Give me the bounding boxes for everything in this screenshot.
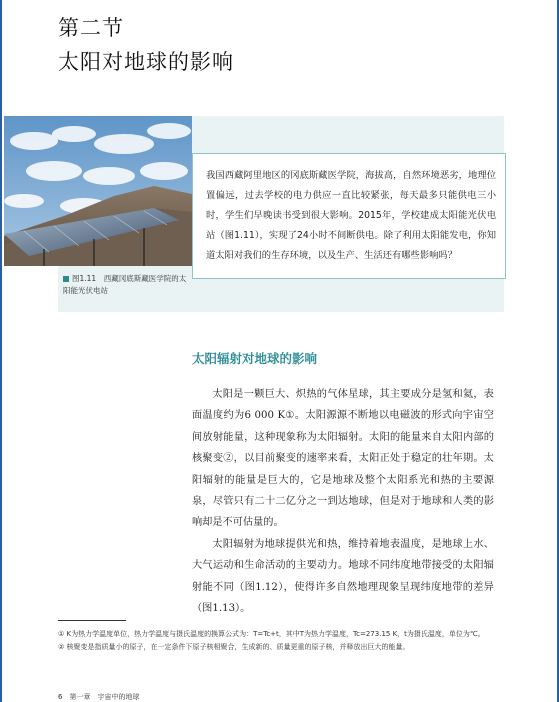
- footnotes: [58, 628, 504, 654]
- footnote-divider: [58, 620, 126, 621]
- section-heading: 太阳辐射对地球的影响: [192, 351, 318, 366]
- caption-marker-icon: [63, 276, 69, 282]
- body-paragraph: 太阳是一颗巨大、炽热的气体星球，其主要成分是氢和氦，表面温度约为6 000 K①。太阳源源不断地以电磁波的形式向宇宙空间放射能量，这种现象称为太阳辐射。太阳的能量来自太阳内部的核聚变②，以目前聚变的速率来看，太阳正处于稳定的壮年期。太阳辐射的能量是巨大的，它是地球及整个太阳系光和热的主要源泉，尽管只有二十二亿分之一到达地球，但是对于地球和人类的影响却是不可估量的。: [192, 389, 494, 529]
- page-footer: 6 第一章 宇宙中的地球: [58, 693, 140, 701]
- page-title: 太阳对地球的影响: [58, 50, 234, 74]
- body-text: [192, 384, 494, 619]
- body-paragraph: 太阳辐射为地球提供光和热，维持着地表温度，是地球上水、大气运动和生命活动的主要动力。地球不同纬度地带接受的太阳辐射能不同（图1.12），使得许多自然地理现象呈现纬度地带的差异（图1.13）。: [192, 538, 494, 615]
- figure-caption-text: 图1.11 西藏冈底斯藏医学院的太阳能光伏电站: [63, 274, 187, 295]
- solar-station-photo: [4, 116, 192, 266]
- section-number: 第二节: [58, 16, 124, 40]
- footnote: ① K为热力学温度单位，热力学温度与摄氏温度的换算公式为：T=Tc+t，其中T为热力学温度，Tc=273.15 K，t为摄氏温度，单位为℃。: [58, 630, 485, 638]
- footnote: ② 核聚变是指质量小的原子，在一定条件下原子核相聚合，生成新的、质量更重的原子核，并释放出巨大的能量。: [58, 643, 410, 651]
- intro-paragraph: 我国西藏阿里地区的冈底斯藏医学院，海拔高，自然环境恶劣，地理位置偏远，过去学校的电力供应一直比较紧张，每天最多只能供电三小时，学生们早晚读书受到很大影响。2015年，学校建成太阳能光伏电站（图1.11），实现了24小时不间断供电。除了利用太阳能发电，你知道太阳对我们的生存环境，以及生产、生活还有哪些影响吗？: [206, 170, 496, 261]
- figure-caption: [63, 273, 193, 297]
